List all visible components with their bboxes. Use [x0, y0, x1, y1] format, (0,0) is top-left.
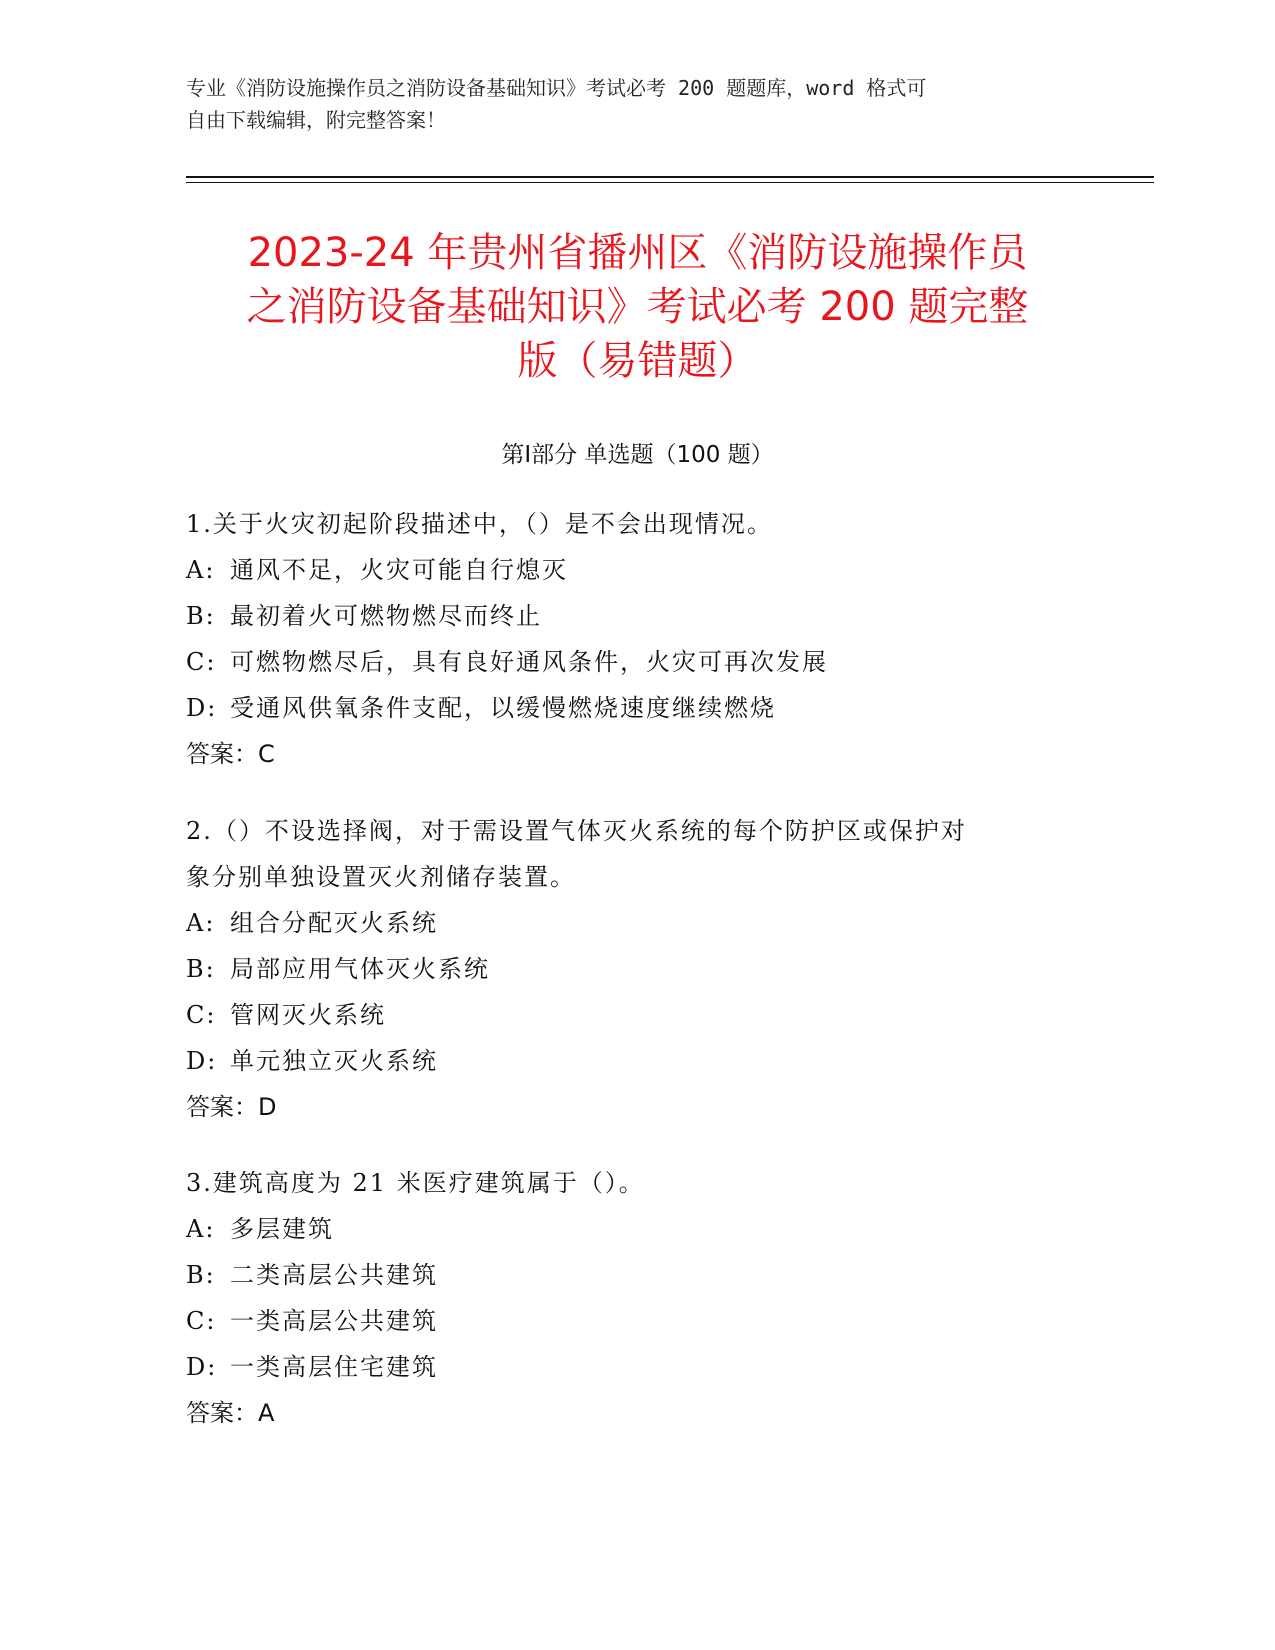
option-label: D: [186, 1047, 218, 1075]
option-d [186, 1038, 1066, 1084]
option-text: 一类高层公共建筑 [230, 1307, 438, 1335]
option-label: D: [186, 694, 218, 722]
section-title: 第Ⅰ部分 单选题（100 题） [501, 442, 774, 468]
question-stem-line-1: 2.（）不设选择阀，对于需设置气体灭火系统的每个防护区或保护对 [186, 817, 967, 845]
header-divider-thin [186, 182, 1154, 183]
option-label: C: [186, 648, 217, 676]
option-c [186, 639, 1066, 685]
option-b [186, 593, 1066, 639]
option-d [186, 685, 1066, 731]
option-b [186, 1252, 1066, 1298]
option-text: 受通风供氧条件支配，以缓慢燃烧速度继续燃烧 [230, 694, 776, 722]
option-label: A: [186, 1215, 216, 1243]
option-label: B: [186, 955, 216, 983]
option-c [186, 1298, 1066, 1344]
header-note-line-2: 自由下载编辑，附完整答案！ [186, 108, 446, 132]
option-text: 二类高层公共建筑 [230, 1261, 438, 1289]
option-text: 组合分配灭火系统 [230, 909, 438, 937]
option-text: 多层建筑 [230, 1215, 334, 1243]
question-stem-line-2: 象分别单独设置灭火剂储存装置。 [186, 863, 576, 891]
answer: 答案：A [186, 1399, 275, 1427]
option-text: 管网灭火系统 [230, 1001, 386, 1029]
option-a [186, 900, 1066, 946]
question-1 [186, 501, 1066, 777]
option-label: A: [186, 909, 216, 937]
option-text: 单元独立灭火系统 [230, 1047, 438, 1075]
option-label: C: [186, 1001, 217, 1029]
option-b [186, 946, 1066, 992]
title-line-3: 版（易错题） [517, 338, 758, 384]
option-text: 最初着火可燃物燃尽而终止 [230, 602, 542, 630]
question-stem: 1.关于火灾初起阶段描述中，（）是不会出现情况。 [186, 510, 773, 538]
option-label: B: [186, 602, 216, 630]
title-line-1: 2023-24 年贵州省播州区《消防设施操作员 [247, 230, 1028, 276]
header-note-line-1: 专业《消防设施操作员之消防设备基础知识》考试必考 200 题题库，word 格式可 [186, 76, 927, 100]
title-line-2: 之消防设备基础知识》考试必考 200 题完整 [246, 284, 1029, 330]
option-d [186, 1344, 1066, 1390]
answer: 答案：D [186, 1093, 277, 1121]
header-note [186, 72, 1066, 136]
option-a [186, 1206, 1066, 1252]
question-2 [186, 808, 1066, 1130]
option-a [186, 547, 1066, 593]
option-label: B: [186, 1261, 216, 1289]
option-text: 局部应用气体灭火系统 [230, 955, 490, 983]
option-text: 可燃物燃尽后，具有良好通风条件，火灾可再次发展 [230, 648, 828, 676]
option-text: 一类高层住宅建筑 [230, 1353, 438, 1381]
question-stem: 3.建筑高度为 21 米医疗建筑属于（）。 [186, 1169, 645, 1197]
header-divider-thick [186, 176, 1154, 178]
document-title [150, 226, 1125, 388]
option-label: C: [186, 1307, 217, 1335]
question-3 [186, 1160, 1066, 1436]
answer: 答案：C [186, 740, 275, 768]
option-label: A: [186, 556, 216, 584]
option-c [186, 992, 1066, 1038]
option-label: D: [186, 1353, 218, 1381]
option-text: 通风不足，火灾可能自行熄灭 [230, 556, 568, 584]
